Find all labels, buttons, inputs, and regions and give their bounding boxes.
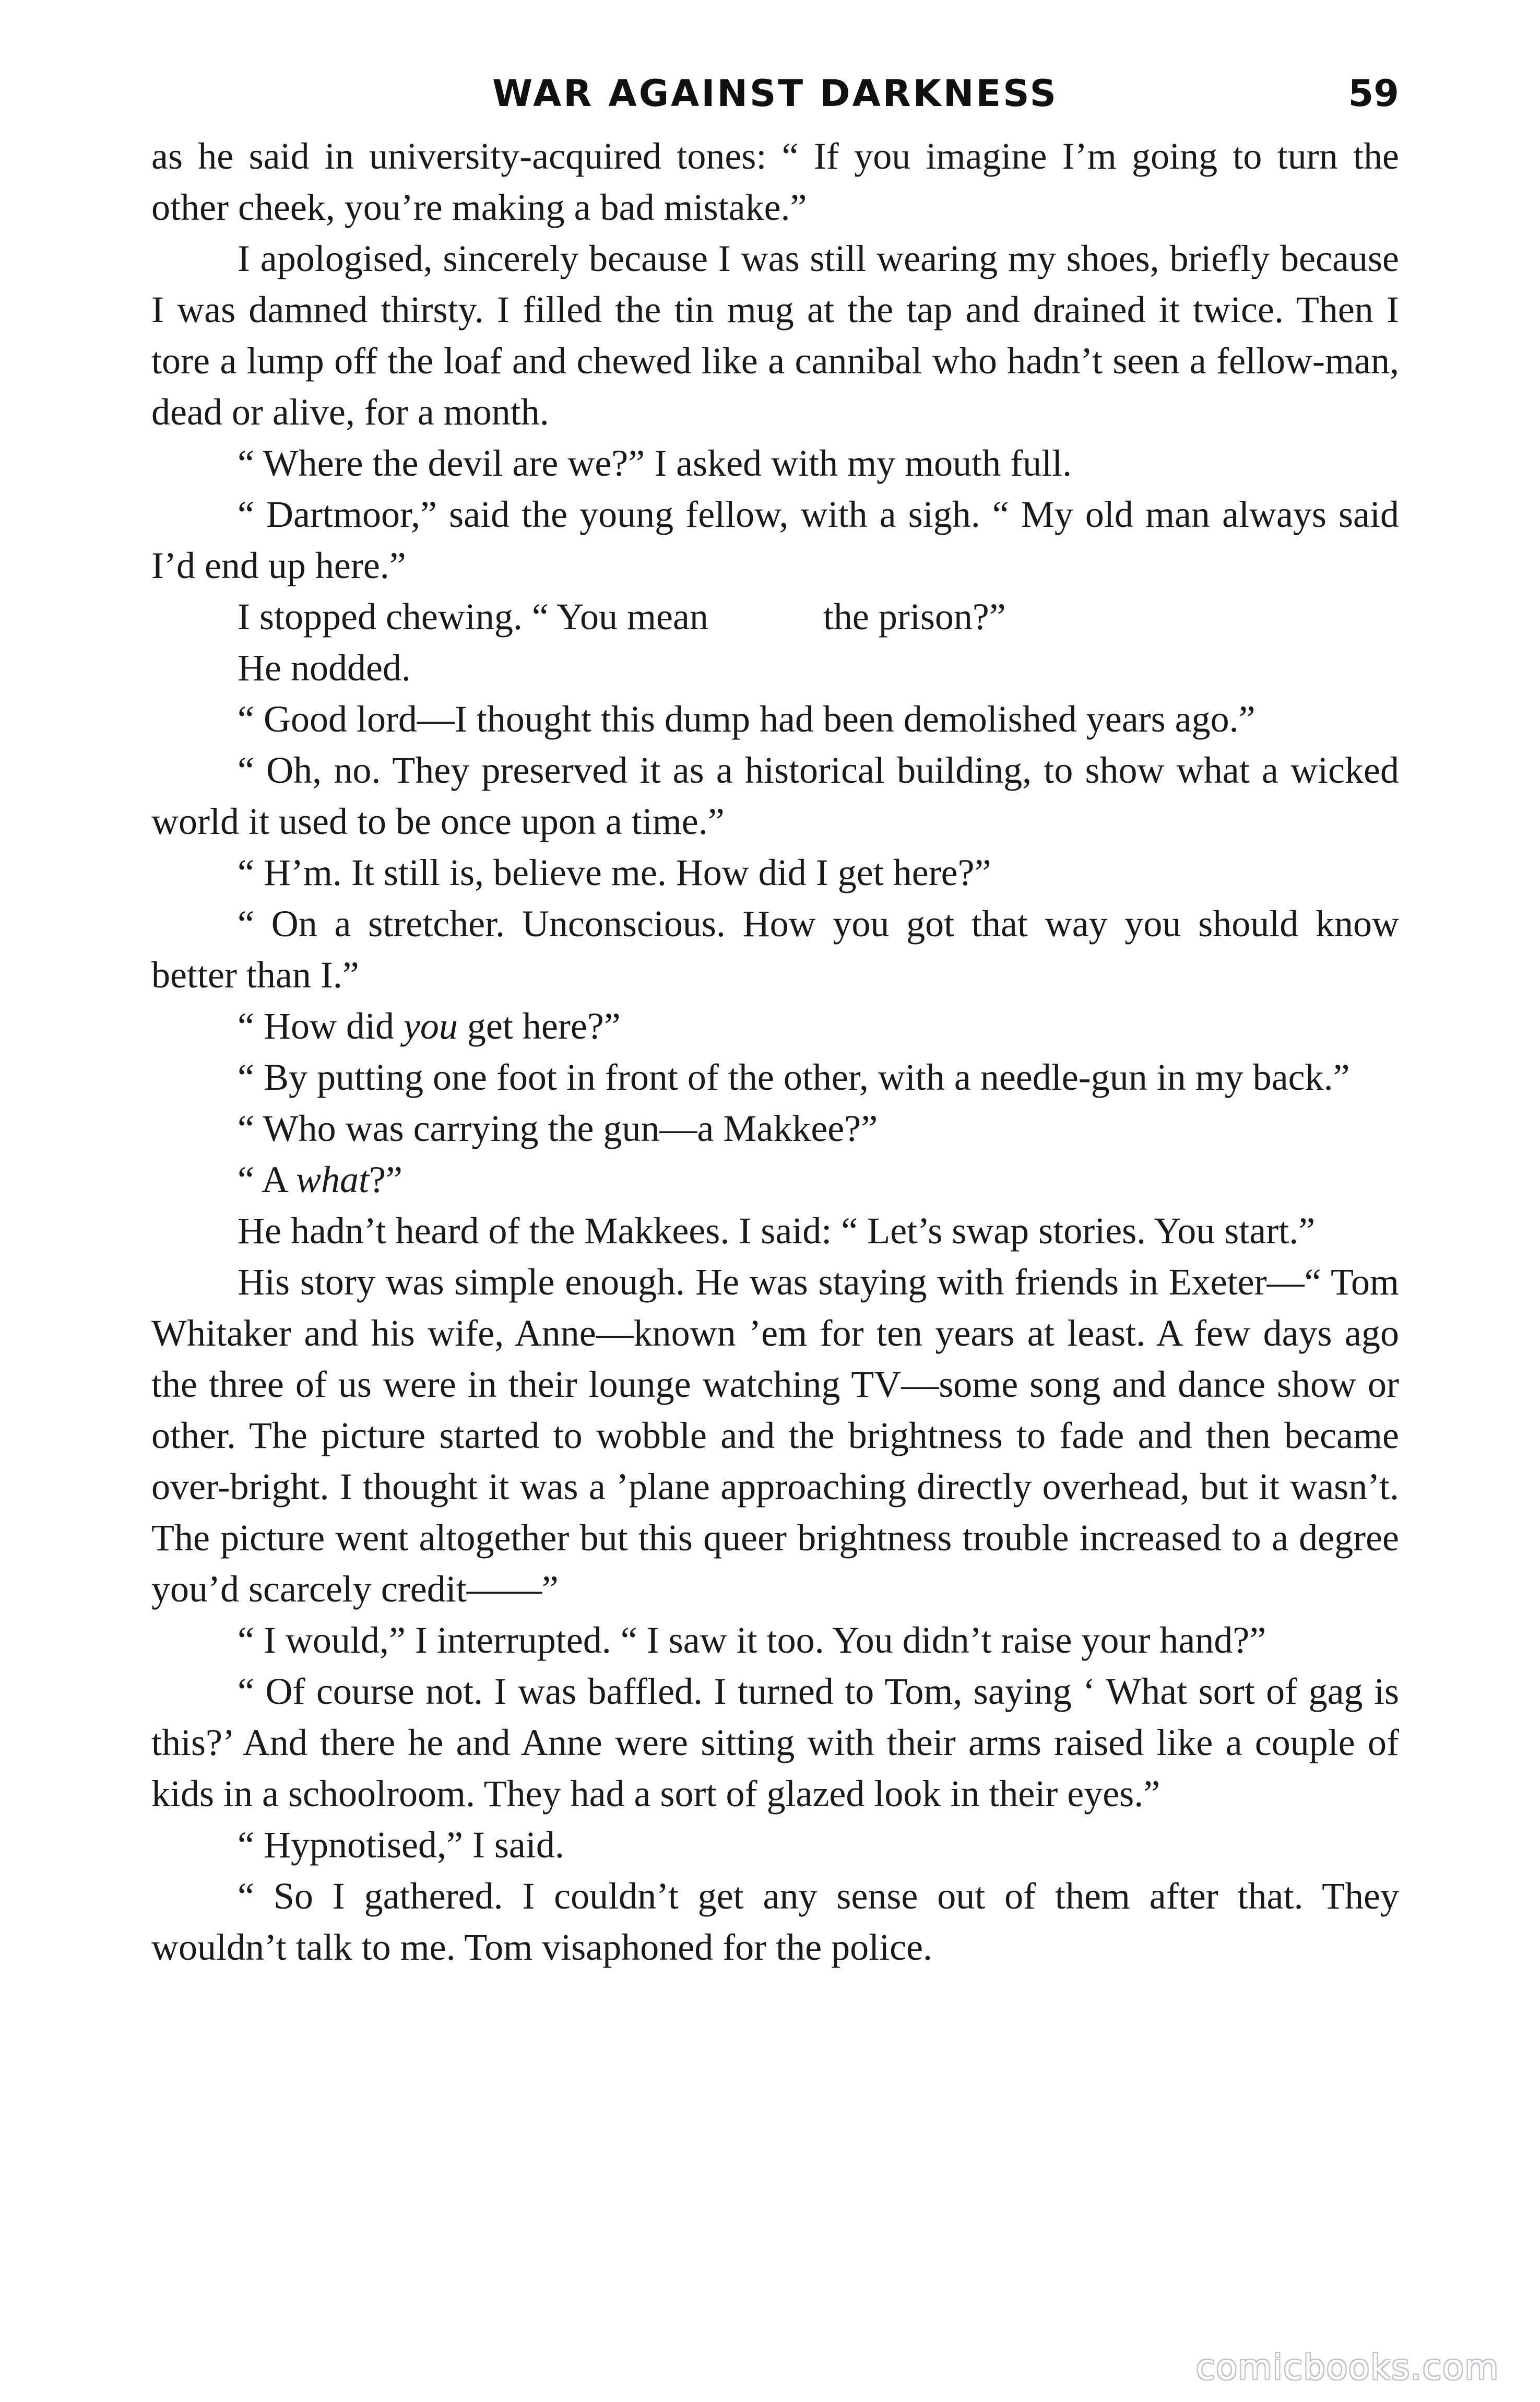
paragraph-text-after: ?”: [369, 1159, 402, 1200]
emphasis-text: you: [403, 1005, 458, 1047]
paragraph: [151, 1154, 1399, 1205]
paragraph-text-after: the prison?”: [823, 596, 1006, 638]
paragraph: “ Of course not. I was baffled. I turned to Tom, saying ‘ What sort of gag is this?’ And there he and Anne were sitting with their arms raised like a couple of kids in a schoolroom. They had a sort of glazed look in their eyes.”: [151, 1670, 1399, 1815]
paragraph: “ Oh, no. They preserved it as a historical building, to show what a wicked world it used to be once upon a time.”: [151, 749, 1399, 842]
body-text: [151, 131, 1399, 1973]
paragraph: He hadn’t heard of the Makkees. I said: “ Let’s swap stories. You start.”: [238, 1210, 1316, 1252]
watermark: comicbooks.com: [1196, 2347, 1499, 2387]
paragraph: “ Hypnotised,” I said.: [238, 1824, 564, 1866]
paragraph: “ Who was carrying the gun—a Makkee?”: [238, 1108, 878, 1149]
running-title: WAR AGAINST DARKNESS: [492, 72, 1058, 115]
page-number: 59: [1348, 72, 1399, 115]
paragraph-text-before: “ How did: [238, 1005, 404, 1047]
paragraph: “ So I gathered. I couldn’t get any sense out of them after that. They wouldn’t talk to me. Tom visaphoned for the police.: [151, 1875, 1399, 1968]
paragraph-text-before: I stopped chewing. “ You mean: [238, 596, 708, 638]
paragraph: [151, 1000, 1399, 1052]
paragraph: I apologised, sincerely because I was still wearing my shoes, briefly because I was damned thirsty. I filled the tin mug at the tap and drained it twice. Then I tore a lump off the loaf and chewed like a cannibal who hadn’t seen a fellow-man, dead or alive, for a month.: [151, 238, 1399, 433]
paragraph: “ On a stretcher. Unconscious. How you got that way you should know better than I.”: [151, 903, 1399, 996]
paragraph: “ Dartmoor,” said the young fellow, with a sigh. “ My old man always said I’d end up here.”: [151, 493, 1399, 586]
paragraph: “ Where the devil are we?” I asked with my mouth full.: [238, 442, 1072, 484]
paragraph: [151, 591, 1399, 642]
paragraph: “ Good lord—I thought this dump had been demolished years ago.”: [238, 698, 1255, 740]
paragraph-text-before: “ A: [238, 1159, 297, 1200]
paragraph: He nodded.: [238, 647, 411, 689]
book-page: [151, 63, 1399, 2360]
paragraph: “ By putting one foot in front of the other, with a needle-gun in my back.”: [238, 1056, 1350, 1098]
paragraph-text-after: get here?”: [457, 1005, 621, 1047]
paragraph: as he said in university-acquired tones: “ If you imagine I’m going to turn the other cheek, you’re making a bad mistake.”: [151, 135, 1399, 228]
paragraph: His story was simple enough. He was staying with friends in Exeter—“ Tom Whitaker and his wife, Anne—known ’em for ten years at least. A few days ago the three of us were in their lounge watching TV—some song and dance show or other. The picture started to wobble and the brightness to fade and then became over-bright. I thought it was a ’plane approaching directly overhead, but it wasn’t. The picture went altogether but this queer brightness trouble increased to a degree you’d scarcely credit——”: [151, 1261, 1399, 1610]
emphasis-text: what: [296, 1159, 370, 1200]
paragraph: “ H’m. It still is, believe me. How did I get here?”: [238, 852, 991, 893]
running-head: [151, 63, 1399, 131]
paragraph: “ I would,” I interrupted. “ I saw it too. You didn’t raise your hand?”: [238, 1619, 1266, 1661]
